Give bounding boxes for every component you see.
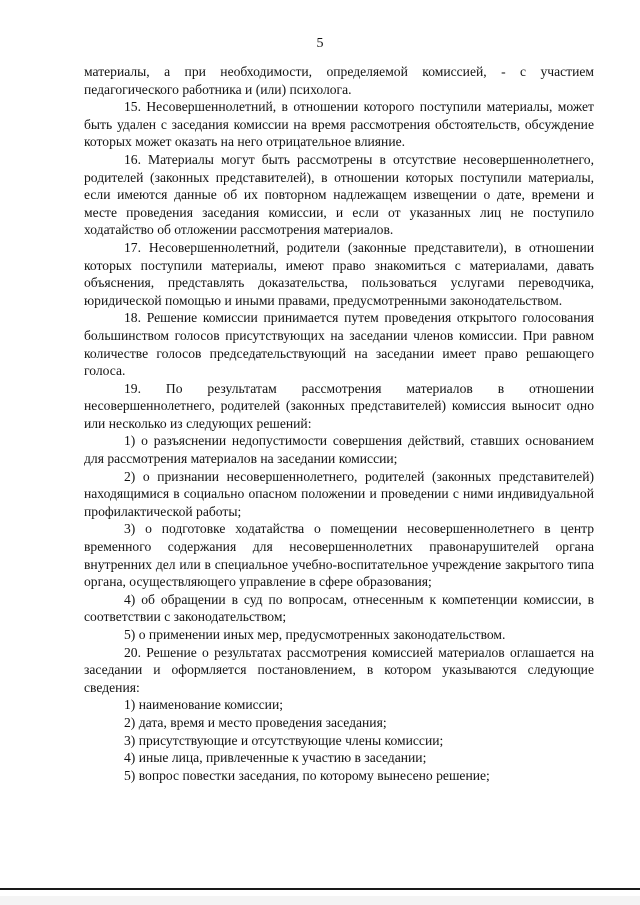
paragraph-20: 20. Решение о результатах рассмотрения комиссией материалов оглашается на заседании и оформляется постановлением, в котором указываются следующие сведения: — [84, 644, 594, 695]
paragraph-continuation: материалы, а при необходимости, определяемой комиссией, - с участием педагогического работника и (или) психолога. — [84, 64, 594, 97]
paragraph-19: 19. По результатам рассмотрения материалов в отношении несовершеннолетнего, родителей (законных представителей) комиссия выносит одно или несколько из следующих решений: — [84, 380, 594, 431]
paragraph-18: 18. Решение комиссии принимается путем проведения открытого голосования большинством голосов присутствующих на заседании членов комиссии. При равном количестве голосов председательствующий на заседании имеет право решающего голоса. — [84, 310, 594, 379]
list-item-20-3: 3) присутствующие и отсутствующие члены комиссии; — [124, 732, 444, 748]
list-item-20-1: 1) наименование комиссии; — [124, 697, 283, 713]
paragraph-17: 17. Несовершеннолетний, родители (законные представители), в отношении которых поступили материалы, имеют право знакомиться с материалами, давать объяснения, представлять доказательства, пользоваться услугами переводчика, юридической помощью и иными правами, предусмотренными законодательством. — [84, 239, 594, 308]
list-item-20-4: 4) иные лица, привлеченные к участию в заседании; — [124, 750, 427, 766]
list-item-19-2: 2) о признании несовершеннолетнего, родителей (законных представителей) находящимися в социально опасном положении и проведении с ними индивидуальной профилактической работы; — [84, 468, 594, 519]
list-item-19-1: 1) о разъяснении недопустимости совершения действий, ставших основанием для рассмотрения материалов на заседании комиссии; — [84, 433, 594, 467]
list-item-19-4: 4) об обращении в суд по вопросам, отнесенным к компетенции комиссии, в соответствии с законодательством; — [84, 591, 594, 625]
page-number: 5 — [316, 36, 324, 51]
paragraph-15: 15. Несовершеннолетний, в отношении которого поступили материалы, может быть удален с заседания комиссии на время рассмотрения обстоятельств, обсуждение которых может оказать на него отрицательное влияние. — [84, 99, 594, 150]
list-item-19-5: 5) о применении иных мер, предусмотренных законодательством. — [124, 627, 506, 642]
document-body — [84, 63, 594, 784]
list-item-20-2: 2) дата, время и место проведения заседания; — [124, 714, 387, 730]
list-item-20-5: 5) вопрос повестки заседания, по которому вынесено решение; — [124, 767, 490, 783]
paragraph-16: 16. Материалы могут быть рассмотрены в отсутствие несовершеннолетнего, родителей (законных представителей), в отношении которых поступили материалы, если имеются данные об их повторном надлежащем извещении о дате, времени и месте проведения заседания комиссии, и если от указанных лиц не поступило ходатайство об отложении рассмотрения материалов. — [84, 151, 594, 238]
scan-edge — [0, 896, 640, 905]
page-bottom-border — [0, 888, 640, 890]
list-item-19-3: 3) о подготовке ходатайства о помещении несовершеннолетнего в центр временного содержания для несовершеннолетних правонарушителей органа внутренних дел или в специальное учебно-воспитательное учреждение закрытого типа органа, осуществляющего управление в сфере образования; — [84, 521, 594, 590]
